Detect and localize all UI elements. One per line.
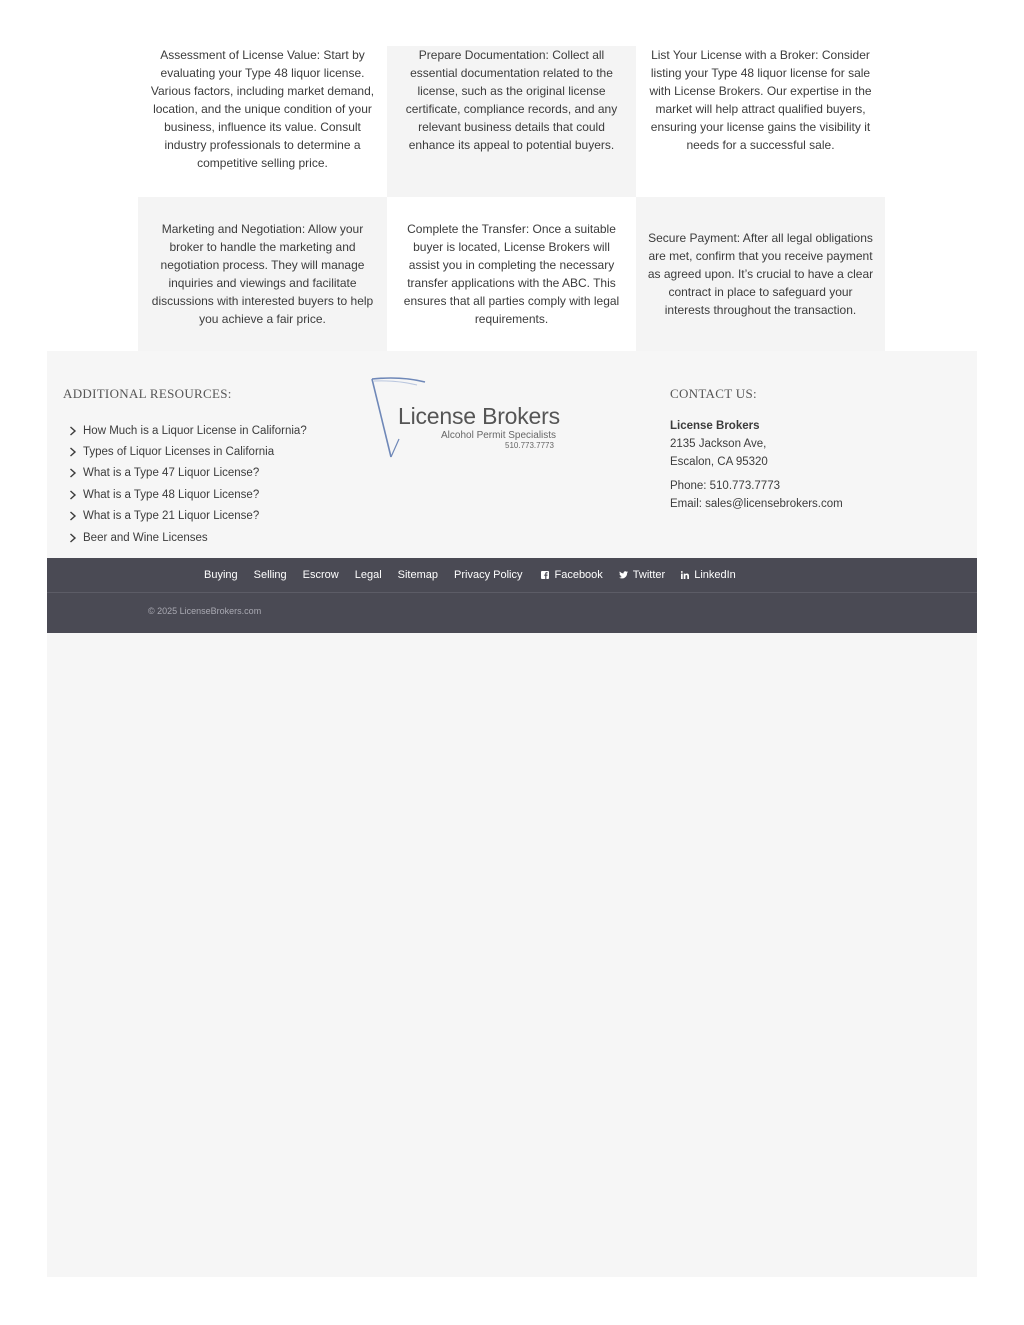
resource-link[interactable]: Beer and Wine Licenses — [83, 531, 208, 544]
step-card-transfer — [387, 206, 636, 342]
chevron-right-icon — [69, 445, 83, 459]
nav-link-sitemap[interactable]: Sitemap — [397, 569, 439, 581]
step-text: Assessment of License Value: Start by evaluating your Type 48 liquor license. Various factors, including market demand, location, and the unique condition of your business, influence its value. Consult industry professionals to determine a competitive selling price. — [150, 48, 375, 170]
chevron-right-icon — [69, 531, 83, 545]
step-card-assessment — [138, 46, 387, 197]
social-label: Twitter — [632, 569, 666, 581]
contact-address-line-2: Escalon, CA 95320 — [670, 456, 768, 468]
copyright-text: © 2025 LicenseBrokers.com — [148, 606, 262, 616]
page — [47, 0, 977, 1277]
footer-nav-bar — [47, 558, 977, 592]
facebook-icon — [541, 571, 549, 579]
social-label: LinkedIn — [694, 569, 736, 581]
contact-details — [670, 417, 843, 513]
twitter-icon — [619, 571, 628, 579]
contact-company: License Brokers — [670, 420, 760, 432]
chevron-right-icon — [69, 424, 83, 438]
list-item[interactable] — [69, 527, 307, 548]
step-text: Prepare Documentation: Collect all essential documentation related to the license, such as the original license certificate, compliance records, and any relevant business details that could enhance its appeal to potential buyers. — [405, 48, 618, 152]
social-link-linkedin[interactable] — [681, 569, 736, 581]
contact-address-line-1: 2135 Jackson Ave, — [670, 438, 767, 450]
chevron-right-icon — [69, 509, 83, 523]
resource-link[interactable]: How Much is a Liquor License in California? — [83, 424, 307, 437]
nav-link-legal[interactable]: Legal — [354, 569, 382, 581]
license-brokers-logo[interactable] — [371, 375, 563, 471]
social-label: Facebook — [554, 569, 603, 581]
selling-steps-section — [47, 0, 977, 351]
step-text: Secure Payment: After all legal obligations are met, confirm that you receive payment as agreed upon. It’s crucial to have a clear contract in place to safeguard your interests throughout the transaction. — [647, 231, 874, 317]
copyright-bar — [47, 592, 977, 633]
list-item[interactable] — [69, 420, 307, 441]
step-card-marketing — [138, 197, 387, 351]
nav-link-selling[interactable]: Selling — [253, 569, 287, 581]
chevron-right-icon — [69, 488, 83, 502]
step-text: Complete the Transfer: Once a suitable buyer is located, License Brokers will assist you in completing the necessary transfer applications with the ABC. This ensures that all parties comply with legal requirements. — [403, 222, 620, 326]
step-card-payment — [636, 197, 885, 351]
list-item[interactable] — [69, 441, 307, 462]
list-item[interactable] — [69, 463, 307, 484]
footer-nav — [204, 558, 752, 592]
contact-heading: CONTACT US: — [670, 386, 757, 401]
chevron-right-icon — [69, 466, 83, 480]
resource-link[interactable]: What is a Type 21 Liquor License? — [83, 510, 260, 523]
nav-link-escrow[interactable]: Escrow — [302, 569, 339, 581]
list-item[interactable] — [69, 506, 307, 527]
step-text: Marketing and Negotiation: Allow your broker to handle the marketing and negotiation process. They will manage inquiries and viewings and facilitate discussions with interested buyers to help you achieve a fair price. — [151, 222, 374, 326]
step-card-documentation — [387, 46, 636, 197]
resources-heading: ADDITIONAL RESOURCES: — [63, 386, 232, 401]
step-text: List Your License with a Broker: Consider listing your Type 48 liquor license for sale with License Brokers. Our expertise in the market will help attract qualified buyers, ensuring your license gains the visibility it needs for a successful sale. — [649, 48, 872, 152]
contact-phone[interactable]: Phone: 510.773.7773 — [670, 480, 780, 492]
step-card-list-with-broker — [636, 46, 885, 197]
resource-link[interactable]: What is a Type 47 Liquor License? — [83, 467, 260, 480]
logo-phone: 510.773.7773 — [505, 441, 554, 450]
logo-tagline: Alcohol Permit Specialists — [441, 430, 557, 441]
nav-link-privacy-policy[interactable]: Privacy Policy — [454, 569, 523, 581]
resources-list — [69, 420, 307, 548]
resource-link[interactable]: Types of Liquor Licenses in California — [83, 446, 275, 459]
footer-top — [47, 351, 977, 558]
resource-link[interactable]: What is a Type 48 Liquor License? — [83, 488, 260, 501]
list-item[interactable] — [69, 484, 307, 505]
social-link-facebook[interactable] — [541, 569, 602, 581]
social-link-twitter[interactable] — [619, 569, 665, 581]
logo-name: License Brokers — [398, 403, 560, 429]
contact-email[interactable]: Email: sales@licensebrokers.com — [670, 498, 843, 510]
linkedin-icon — [681, 571, 689, 579]
nav-link-buying[interactable]: Buying — [204, 569, 238, 581]
